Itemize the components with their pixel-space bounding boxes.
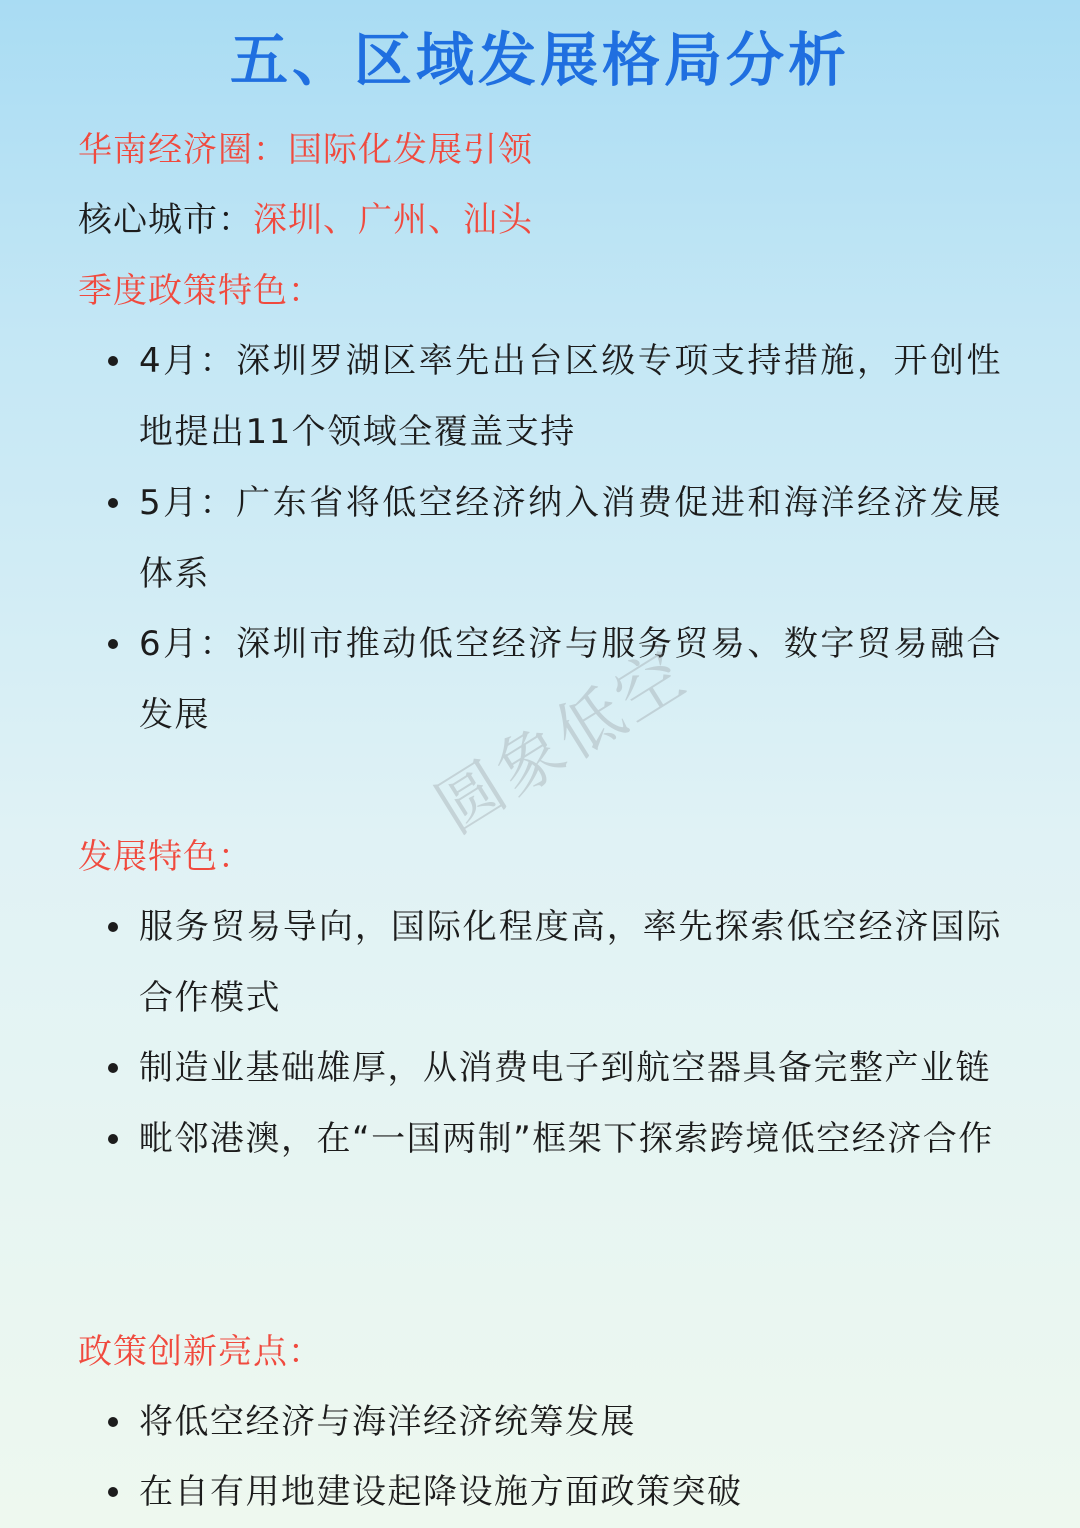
bullet-dot [108,1487,118,1497]
core-cities-line [78,198,533,242]
watermark: 圆象低空 [423,635,701,847]
bullet-dot [108,1134,118,1144]
bullet-dot [108,356,118,366]
list-item-text: 6月：深圳市推动低空经济与服务贸易、数字贸易融合发展 [139,624,1002,735]
list-item [108,1387,1002,1458]
list-item-text: 毗邻港澳，在“一国两制”框架下探索跨境低空经济合作 [139,1119,994,1159]
development-heading: 发展特色： [78,837,253,877]
list-item [108,1104,1002,1175]
list-item-text: 服务贸易导向，国际化程度高，率先探索低空经济国际合作模式 [139,907,1002,1018]
list-item-text: 在自有用地建设起降设施方面政策突破 [139,1472,743,1512]
page-title: 五、区域发展格局分析 [229,26,850,94]
bullet-dot [108,498,118,508]
region-theme: 国际化发展引领 [288,130,533,170]
list-item-text: 5月：广东省将低空经济纳入消费促进和海洋经济发展体系 [139,483,1002,594]
region-line [78,128,533,172]
list-item [108,468,1002,610]
core-cities-label: 核心城市： [78,200,253,240]
list-item-text: 4月：深圳罗湖区率先出台区级专项支持措施，开创性地提出11个领域全覆盖支持 [139,341,1002,452]
core-cities-value: 深圳、广州、汕头 [253,200,533,240]
innovation-heading: 政策创新亮点： [78,1332,323,1372]
list-item [108,326,1002,468]
list-item-text: 将低空经济与海洋经济统筹发展 [139,1402,636,1442]
list-item [108,892,1002,1034]
list-item [108,1457,1002,1528]
bullet-dot [108,922,118,932]
bullet-dot [108,1063,118,1073]
quarterly-policy-heading: 季度政策特色： [78,271,323,311]
bullet-dot [108,639,118,649]
list-item [108,1033,1002,1104]
bullet-dot [108,1417,118,1427]
list-item-text: 制造业基础雄厚，从消费电子到航空器具备完整产业链 [139,1048,991,1088]
region-label: 华南经济圈： [78,130,288,170]
